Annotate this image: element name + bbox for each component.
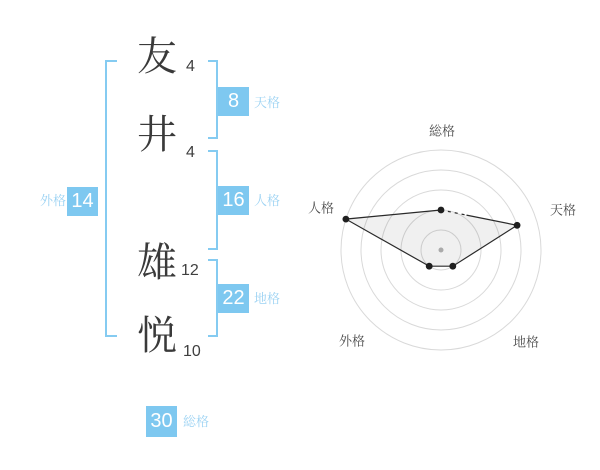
radar-point-tenkaku xyxy=(514,222,521,229)
radar-axis-label-chikaku: 地格 xyxy=(512,334,540,350)
radar-point-jinkaku xyxy=(343,216,350,223)
soukaku-label: 総格 xyxy=(183,414,210,429)
stroke-count-4: 10 xyxy=(183,343,201,360)
tenkaku-value-box: 8 xyxy=(218,87,249,116)
radar-polygon xyxy=(346,210,517,266)
stroke-count-2: 4 xyxy=(186,144,195,161)
radar-axis-label-soukaku: 総格 xyxy=(428,123,456,139)
radar-point-soukaku xyxy=(438,207,445,214)
name-char-3: 雄 xyxy=(137,241,177,285)
name-char-4: 悦 xyxy=(137,314,177,358)
name-char-1: 友 xyxy=(137,35,177,79)
jinkaku-label: 人格 xyxy=(254,193,281,208)
jinkaku-value-box: 16 xyxy=(218,186,249,215)
radar-axis-label-gaikaku: 外格 xyxy=(338,333,366,349)
gaikaku-label: 外格 xyxy=(40,193,67,208)
stroke-count-3: 12 xyxy=(181,262,199,279)
tenkaku-label: 天格 xyxy=(254,95,281,110)
name-char-2: 井 xyxy=(137,113,177,157)
radar-axis-label-jinkaku: 人格 xyxy=(307,200,335,216)
chikaku-value-box: 22 xyxy=(218,284,249,313)
chikaku-label: 地格 xyxy=(254,291,281,306)
radar-point-chikaku xyxy=(449,263,456,270)
radar-point-gaikaku xyxy=(426,263,433,270)
gaikaku-value-box: 14 xyxy=(67,187,98,216)
radar-axis-label-tenkaku: 天格 xyxy=(549,202,577,218)
stroke-count-1: 4 xyxy=(186,58,195,75)
soukaku-value-box: 30 xyxy=(146,406,177,437)
